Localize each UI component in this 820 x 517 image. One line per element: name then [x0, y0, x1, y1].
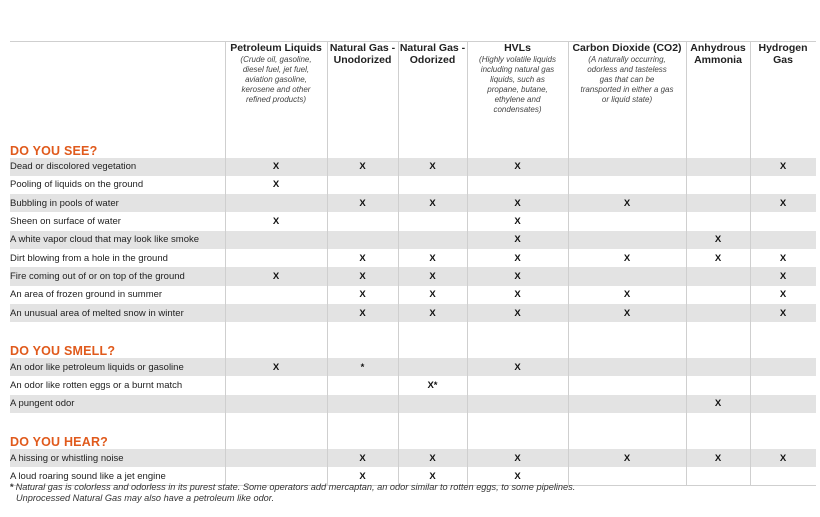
column-header-natural-gas-odorized — [398, 42, 467, 144]
section-spacer-cell — [467, 144, 568, 158]
section-spacer-cell — [568, 413, 686, 449]
mark-cell: X — [225, 267, 327, 285]
mark-cell: X — [467, 449, 568, 467]
mark-cell — [467, 395, 568, 413]
table-row — [10, 304, 816, 322]
mark-cell — [750, 212, 816, 230]
table-row — [10, 249, 816, 267]
row-label: An odor like petroleum liquids or gasoline — [10, 358, 225, 376]
section-spacer-cell — [750, 413, 816, 449]
corner-cell — [10, 42, 225, 144]
section-spacer-cell — [686, 322, 750, 358]
mark-cell: X — [686, 395, 750, 413]
mark-cell: X — [568, 286, 686, 304]
column-header-natural-gas-unodorized — [327, 42, 398, 144]
column-description: (A naturally occurring, odorless and tasteless gas that can be transported in either a gas or liquid state) — [580, 55, 674, 104]
mark-cell — [225, 304, 327, 322]
column-description: (Highly volatile liquids including natural gas liquids, such as propane, butane, ethylene and condensates) — [479, 55, 556, 114]
column-description: (Crude oil, gasoline, diesel fuel, jet fuel, aviation gasoline, kerosene and other refined products) — [240, 55, 312, 104]
mark-cell: X — [568, 449, 686, 467]
mark-cell — [225, 395, 327, 413]
column-header-anhydrous-ammonia — [686, 42, 750, 144]
section-row — [10, 322, 816, 358]
footnote-marker: * — [10, 482, 14, 492]
mark-cell: X — [327, 267, 398, 285]
row-label: Dead or discolored vegetation — [10, 158, 225, 176]
column-header-hydrogen-gas — [750, 42, 816, 144]
mark-cell — [568, 467, 686, 485]
mark-cell — [467, 176, 568, 194]
mark-cell: X — [225, 358, 327, 376]
mark-cell: X — [568, 249, 686, 267]
mark-cell: X — [327, 158, 398, 176]
section-spacer-cell — [225, 322, 327, 358]
mark-cell: X — [398, 467, 467, 485]
mark-cell: X — [327, 467, 398, 485]
row-label: Fire coming out of or on top of the ground — [10, 267, 225, 285]
mark-cell — [225, 231, 327, 249]
mark-cell: X — [467, 467, 568, 485]
footnote — [10, 482, 575, 504]
table-row — [10, 358, 816, 376]
section-spacer-cell — [327, 413, 398, 449]
mark-cell — [225, 194, 327, 212]
mark-cell: X — [327, 304, 398, 322]
mark-cell — [568, 176, 686, 194]
column-name: Petroleum Liquids — [230, 42, 322, 54]
row-label: A pungent odor — [10, 395, 225, 413]
section-spacer-cell — [327, 144, 398, 158]
row-label: A loud roaring sound like a jet engine — [10, 467, 225, 485]
section-row — [10, 413, 816, 449]
table-row — [10, 376, 816, 394]
mark-cell — [467, 376, 568, 394]
mark-cell: X — [750, 304, 816, 322]
column-name: Anhydrous Ammonia — [690, 42, 746, 66]
section-title: DO YOU HEAR? — [10, 413, 225, 449]
table-row — [10, 194, 816, 212]
mark-cell: X* — [398, 376, 467, 394]
mark-cell: X — [467, 158, 568, 176]
section-spacer-cell — [398, 144, 467, 158]
mark-cell — [686, 176, 750, 194]
mark-cell: X — [750, 158, 816, 176]
mark-cell — [568, 158, 686, 176]
table-body — [10, 144, 816, 486]
mark-cell: X — [467, 286, 568, 304]
mark-cell: X — [467, 194, 568, 212]
mark-cell — [568, 212, 686, 230]
section-spacer-cell — [225, 413, 327, 449]
footnote-line-2: Unprocessed Natural Gas may also have a petroleum like odor. — [16, 493, 275, 503]
mark-cell: X — [750, 267, 816, 285]
row-label: An unusual area of melted snow in winter — [10, 304, 225, 322]
mark-cell: * — [327, 358, 398, 376]
column-name: HVLs — [504, 42, 531, 54]
mark-cell: X — [568, 194, 686, 212]
mark-cell: X — [467, 304, 568, 322]
column-name: Natural Gas - Unodorized — [329, 42, 396, 66]
mark-cell: X — [686, 249, 750, 267]
table-row — [10, 395, 816, 413]
column-header-hvls — [467, 42, 568, 144]
mark-cell — [398, 176, 467, 194]
mark-cell — [686, 212, 750, 230]
section-spacer-cell — [467, 413, 568, 449]
detection-table — [10, 41, 816, 486]
section-spacer-cell — [686, 144, 750, 158]
mark-cell: X — [398, 158, 467, 176]
section-row — [10, 144, 816, 158]
section-spacer-cell — [568, 322, 686, 358]
mark-cell: X — [398, 449, 467, 467]
table-row — [10, 158, 816, 176]
mark-cell — [398, 395, 467, 413]
mark-cell — [568, 376, 686, 394]
mark-cell: X — [398, 267, 467, 285]
row-label: A white vapor cloud that may look like smoke — [10, 231, 225, 249]
section-title: DO YOU SMELL? — [10, 322, 225, 358]
mark-cell — [750, 358, 816, 376]
mark-cell: X — [327, 449, 398, 467]
mark-cell: X — [225, 212, 327, 230]
mark-cell — [750, 231, 816, 249]
section-spacer-cell — [398, 322, 467, 358]
mark-cell — [225, 376, 327, 394]
mark-cell — [398, 212, 467, 230]
mark-cell: X — [467, 358, 568, 376]
row-label: Bubbling in pools of water — [10, 194, 225, 212]
column-name: Natural Gas - Odorized — [399, 42, 466, 66]
section-spacer-cell — [398, 413, 467, 449]
mark-cell — [398, 231, 467, 249]
mark-cell — [686, 267, 750, 285]
column-header-petroleum — [225, 42, 327, 144]
mark-cell: X — [398, 304, 467, 322]
header-row — [10, 42, 816, 144]
mark-cell: X — [568, 304, 686, 322]
mark-cell: X — [467, 231, 568, 249]
column-name: Carbon Dioxide (CO2) — [572, 42, 682, 54]
mark-cell: X — [398, 286, 467, 304]
mark-cell: X — [327, 286, 398, 304]
mark-cell — [327, 212, 398, 230]
mark-cell: X — [750, 194, 816, 212]
table-row — [10, 231, 816, 249]
row-label: An odor like rotten eggs or a burnt match — [10, 376, 225, 394]
row-label: Dirt blowing from a hole in the ground — [10, 249, 225, 267]
mark-cell — [398, 358, 467, 376]
mark-cell: X — [467, 249, 568, 267]
section-title: DO YOU SEE? — [10, 144, 225, 158]
mark-cell — [568, 267, 686, 285]
mark-cell: X — [779, 252, 787, 264]
mark-cell — [686, 376, 750, 394]
column-header-carbon-dioxide — [568, 42, 686, 144]
mark-cell — [686, 358, 750, 376]
mark-cell — [686, 194, 750, 212]
mark-cell: X — [327, 249, 398, 267]
table-row — [10, 212, 816, 230]
table-row — [10, 176, 816, 194]
mark-cell: X — [398, 249, 467, 267]
footnote-line-1: Natural gas is colorless and odorless in its purest state. Some operators add mercaptan, an odor similar to rotten eggs, to some pipelines. — [15, 482, 576, 492]
row-label: An area of frozen ground in summer — [10, 286, 225, 304]
mark-cell — [686, 158, 750, 176]
mark-cell — [327, 176, 398, 194]
mark-cell — [686, 286, 750, 304]
mark-cell — [568, 358, 686, 376]
mark-cell — [225, 449, 327, 467]
section-spacer-cell — [750, 322, 816, 358]
mark-cell: X — [686, 449, 750, 467]
mark-cell — [327, 231, 398, 249]
mark-cell: X — [327, 194, 398, 212]
row-label: A hissing or whistling noise — [10, 449, 225, 467]
mark-cell: X — [467, 212, 568, 230]
section-spacer-cell — [327, 322, 398, 358]
column-name: Hydrogen Gas — [758, 42, 808, 66]
mark-cell — [750, 376, 816, 394]
mark-cell — [750, 176, 816, 194]
mark-cell — [750, 395, 816, 413]
mark-cell — [568, 395, 686, 413]
table-row — [10, 286, 816, 304]
mark-cell: X — [225, 158, 327, 176]
mark-cell: X — [467, 267, 568, 285]
section-spacer-cell — [750, 144, 816, 158]
table-row — [10, 449, 816, 467]
table-row — [10, 267, 816, 285]
section-spacer-cell — [467, 322, 568, 358]
mark-cell — [686, 467, 750, 485]
section-spacer-cell — [568, 144, 686, 158]
row-label: Pooling of liquids on the ground — [10, 176, 225, 194]
mark-cell: X — [686, 231, 750, 249]
mark-cell — [225, 249, 327, 267]
mark-cell — [686, 304, 750, 322]
mark-cell: X — [750, 449, 816, 467]
mark-cell — [750, 467, 816, 485]
section-spacer-cell — [686, 413, 750, 449]
mark-cell — [327, 395, 398, 413]
mark-cell: X — [225, 176, 327, 194]
row-label: Sheen on surface of water — [10, 212, 225, 230]
mark-cell: X — [779, 289, 787, 301]
mark-cell: X — [398, 194, 467, 212]
mark-cell — [568, 231, 686, 249]
mark-cell — [327, 376, 398, 394]
section-spacer-cell — [225, 144, 327, 158]
mark-cell — [225, 286, 327, 304]
